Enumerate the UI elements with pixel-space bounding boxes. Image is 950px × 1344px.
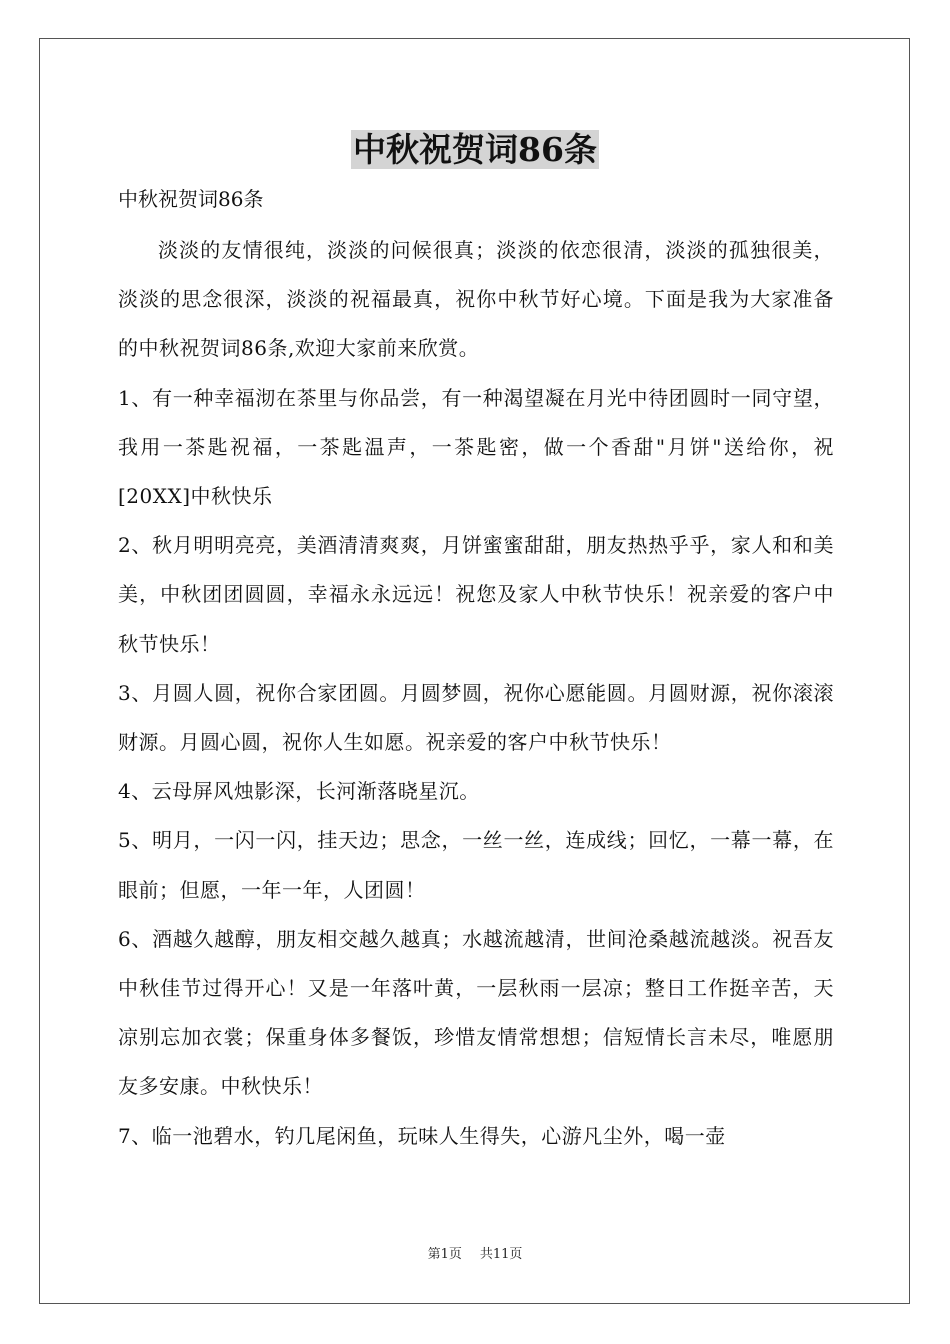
list-item-4: 4、云母屏风烛影深，长河渐落晓星沉。: [118, 779, 480, 804]
page-total: 共11页: [479, 1247, 523, 1262]
document-title: [0, 128, 950, 172]
document-subtitle: 中秋祝贺词86条: [118, 187, 264, 211]
list-item-7: 7、临一池碧水，钓几尾闲鱼，玩味人生得失，心游凡尘外，喝一壶: [118, 1123, 726, 1148]
page-footer: [0, 1245, 950, 1265]
document-title-text: 中秋祝贺词86条: [353, 130, 597, 169]
list-item-6: 6、酒越久越醇，朋友相交越久越真；水越流越清，世间沧桑越流越淡。祝吾友中秋佳节过得开心！又是一年落叶黄，一层秋雨一层凉；整日工作挺辛苦，天凉别忘加衣裳；保重身体多餐饭，珍惜友情常想想；信短情长言未尽，唯愿朋友多安康。中秋快乐！: [118, 926, 834, 1099]
page-number: 第1页: [427, 1247, 462, 1262]
list-item-3: 3、月圆人圆，祝你合家团圆。月圆梦圆，祝你心愿能圆。月圆财源，祝你滚滚财源。月圆心圆，祝你人生如愿。祝亲爱的客户中秋节快乐！: [118, 680, 834, 755]
document-body: [118, 226, 834, 1161]
intro-paragraph: 淡淡的友情很纯，淡淡的问候很真；淡淡的依恋很清，淡淡的孤独很美，淡淡的思念很深，淡淡的祝福最真，祝你中秋节好心境。下面是我为大家准备的中秋祝贺词86条,欢迎大家前来欣赏。: [118, 238, 834, 361]
list-item-5: 5、明月，一闪一闪，挂天边；思念，一丝一丝，连成线；回忆，一幕一幕，在眼前；但愿，一年一年，人团圆！: [118, 828, 834, 902]
list-item-2: 2、秋月明明亮亮，美酒清清爽爽，月饼蜜蜜甜甜，朋友热热乎乎，家人和和美美，中秋团团圆圆，幸福永永远远！祝您及家人中秋节快乐！祝亲爱的客户中秋节快乐！: [118, 533, 834, 656]
list-item-1: 1、有一种幸福沏在茶里与你品尝，有一种渴望凝在月光中待团圆时一同守望，我用一茶匙祝福，一茶匙温声，一茶匙密，做一个香甜"月饼"送给你，祝[20XX]中秋快乐: [118, 385, 834, 509]
